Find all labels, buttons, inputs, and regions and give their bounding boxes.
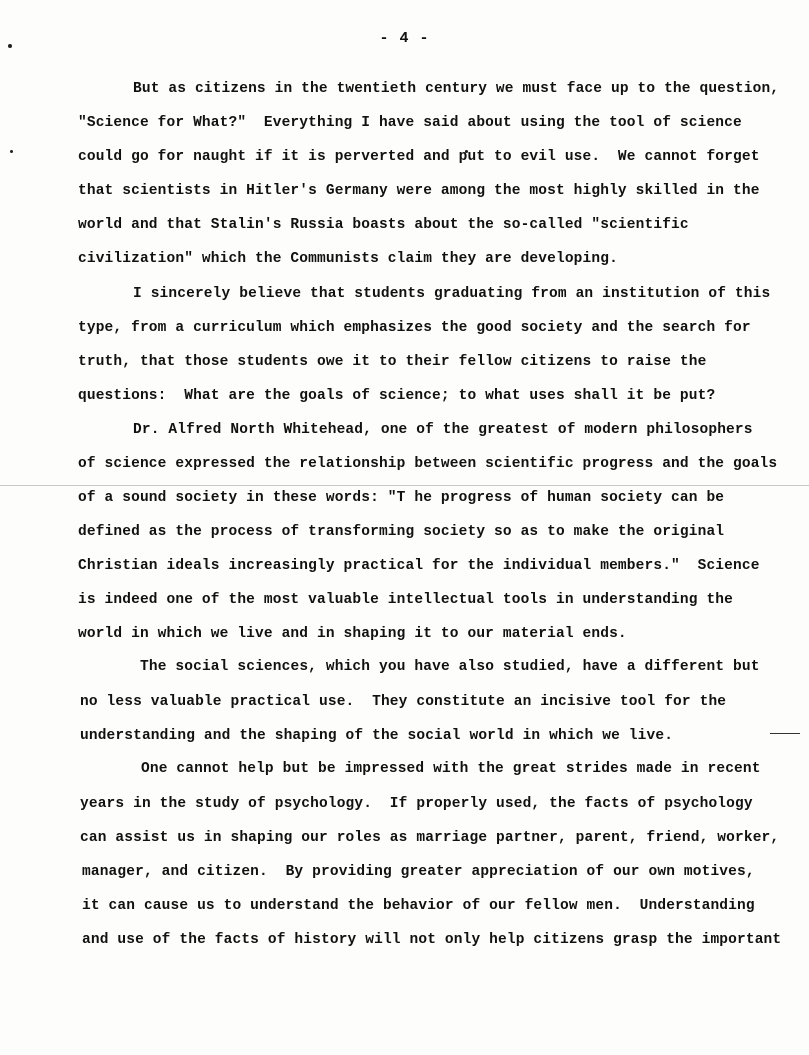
text-line: no less valuable practical use. They constitute an incisive tool for the [80,694,727,710]
text-line: of science expressed the relationship between scientific progress and the goals [78,456,778,472]
text-line: "Science for What?" Everything I have said about using the tool of science [78,115,742,131]
text-line: and use of the facts of history will not only help citizens grasp the important [82,932,782,948]
text-line: type, from a curriculum which emphasizes the good society and the search for [78,320,751,336]
text-line: understanding and the shaping of the social world in which we live. [80,728,674,744]
text-line: defined as the process of transforming society so as to make the original [78,524,725,540]
scan-speck [8,44,12,48]
text-line: could go for naught if it is perverted and put to evil use. We cannot forget [78,149,760,165]
text-line: Christian ideals increasingly practical for the individual members." Science [78,558,760,574]
text-line: manager, and citizen. By providing greater appreciation of our own motives, [82,864,755,880]
text-line: One cannot help but be impressed with the great strides made in recent [141,761,761,777]
page-number: - 4 - [379,30,430,47]
text-line: questions: What are the goals of science; to what uses shall it be put? [78,388,716,404]
text-line: is indeed one of the most valuable intellectual tools in understanding the [78,592,734,608]
text-line: world and that Stalin's Russia boasts about the so-called "scientific [78,217,689,233]
text-line: But as citizens in the twentieth century we must face up to the question, [133,81,780,97]
text-line: can assist us in shaping our roles as marriage partner, parent, friend, worker, [80,830,780,846]
text-line: world in which we live and in shaping it to our material ends. [78,626,627,642]
text-line: years in the study of psychology. If properly used, the facts of psychology [80,796,753,812]
text-line: it can cause us to understand the behavior of our fellow men. Understanding [82,898,755,914]
scan-speck [10,150,13,153]
text-line: truth, that those students owe it to their fellow citizens to raise the [78,354,707,370]
text-line: civilization" which the Communists claim they are developing. [78,251,618,267]
text-line: of a sound society in these words: "T he progress of human society can be [78,490,725,506]
scan-line [0,485,809,486]
text-line: I sincerely believe that students graduating from an institution of this [133,286,771,302]
text-line: that scientists in Hitler's Germany were among the most highly skilled in the [78,183,760,199]
scan-line [770,733,800,734]
text-line: Dr. Alfred North Whitehead, one of the greatest of modern philosophers [133,422,753,438]
text-line: The social sciences, which you have also studied, have a different but [140,659,760,675]
